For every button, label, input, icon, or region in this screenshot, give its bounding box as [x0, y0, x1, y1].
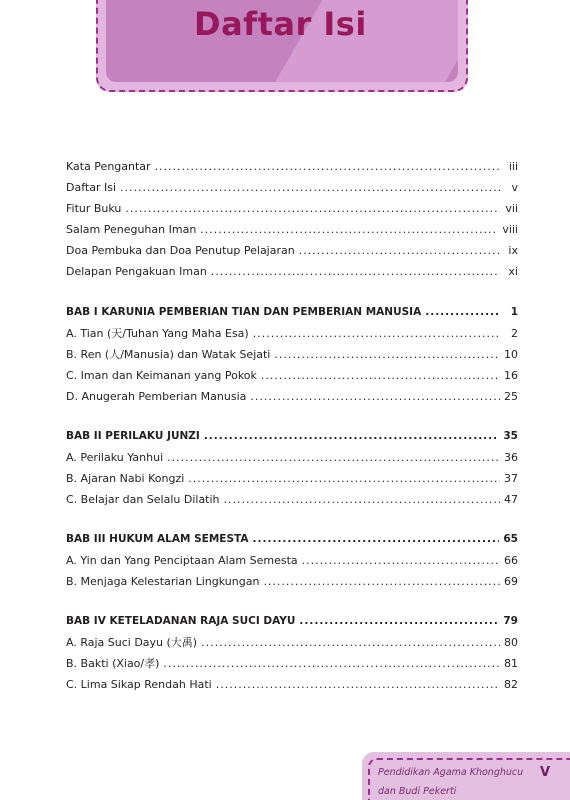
toc-entry-page: 10 [504, 348, 518, 361]
dot-leader [253, 529, 500, 550]
toc-entry-label: B. Ajaran Nabi Kongzi [66, 472, 185, 485]
dot-leader [299, 240, 500, 261]
toc-entry-page: 80 [504, 636, 518, 649]
chapter-heading[interactable] [66, 529, 518, 550]
toc-entry-page: xi [508, 265, 518, 278]
dot-leader [120, 177, 500, 198]
dot-leader [263, 571, 500, 592]
toc-entry-label: Delapan Pengakuan Iman [66, 265, 207, 278]
dot-leader [425, 302, 500, 323]
dot-leader [201, 632, 500, 653]
toc-entry[interactable] [66, 219, 518, 240]
toc-entry-page: 82 [504, 678, 518, 691]
toc-entry[interactable] [66, 386, 518, 407]
toc-entry-page: 47 [504, 493, 518, 506]
toc-entry-label: A. Perilaku Yanhui [66, 451, 164, 464]
toc-entry-page: v [511, 181, 518, 194]
footer-book-title-line1: Pendidikan Agama Khonghucu [378, 767, 524, 778]
toc-entry-label: B. Bakti (Xiao/孝) [66, 657, 160, 670]
toc-entry-page: 25 [504, 390, 518, 403]
toc-entry[interactable] [66, 468, 518, 489]
toc-entry-page: iii [508, 160, 518, 173]
dot-leader [163, 653, 500, 674]
toc-entry-page: 35 [503, 430, 518, 442]
toc-entry[interactable] [66, 571, 518, 592]
toc-entry-label: A. Raja Suci Dayu (大禹) [66, 636, 198, 649]
dot-leader [299, 611, 499, 632]
toc-entry-page: 2 [511, 327, 518, 340]
header-banner [96, 0, 468, 92]
toc-entry-label: B. Menjaga Kelestarian Lingkungan [66, 575, 260, 588]
toc-entry[interactable] [66, 653, 518, 674]
toc-entry-label: BAB IV KETELADANAN RAJA SUCI DAYU [66, 615, 296, 627]
toc-entry[interactable] [66, 240, 518, 261]
dot-leader [200, 219, 498, 240]
toc-entry[interactable] [66, 198, 518, 219]
toc-entry-label: Kata Pengantar [66, 160, 151, 173]
toc-entry[interactable] [66, 344, 518, 365]
toc-entry[interactable] [66, 632, 518, 653]
toc-entry-label: BAB III HUKUM ALAM SEMESTA [66, 533, 249, 545]
toc-entry[interactable] [66, 156, 518, 177]
toc-entry-page: viii [502, 223, 518, 236]
dot-leader [302, 550, 500, 571]
dot-leader [253, 323, 500, 344]
dot-leader [167, 447, 500, 468]
toc-entry[interactable] [66, 674, 518, 695]
toc-entry-page: 66 [504, 554, 518, 567]
toc-entry-page: 1 [510, 306, 518, 318]
dot-leader [125, 198, 500, 219]
toc-entry-label: BAB II PERILAKU JUNZI [66, 430, 200, 442]
toc-entry-label: A. Yin dan Yang Penciptaan Alam Semesta [66, 554, 298, 567]
front-matter-list [66, 156, 518, 282]
toc-entry[interactable] [66, 323, 518, 344]
dot-leader [261, 365, 500, 386]
toc-entry-page: 69 [504, 575, 518, 588]
dot-leader [155, 156, 500, 177]
dot-leader [204, 426, 500, 447]
toc-entry-label: C. Belajar dan Selalu Dilatih [66, 493, 220, 506]
toc-entry-page: 16 [504, 369, 518, 382]
toc-entry-label: BAB I KARUNIA PEMBERIAN TIAN DAN PEMBERIAN MANUSIA [66, 306, 422, 318]
toc-entry-label: C. Iman dan Keimanan yang Pokok [66, 369, 257, 382]
toc-entry[interactable] [66, 550, 518, 571]
toc-entry-page: 79 [503, 615, 518, 627]
dot-leader [250, 386, 500, 407]
dot-leader [216, 674, 500, 695]
toc-entry[interactable] [66, 261, 518, 282]
toc-entry-page: 81 [504, 657, 518, 670]
dot-leader [274, 344, 500, 365]
table-of-contents [66, 156, 518, 695]
toc-entry-page: vii [505, 202, 518, 215]
page-footer [362, 752, 570, 800]
chapter-heading[interactable] [66, 302, 518, 323]
chapter-list [66, 302, 518, 695]
toc-entry-page: 36 [504, 451, 518, 464]
toc-entry[interactable] [66, 447, 518, 468]
dot-leader [211, 261, 500, 282]
toc-entry-page: 65 [503, 533, 518, 545]
toc-entry-page: 37 [504, 472, 518, 485]
toc-entry-label: Daftar Isi [66, 181, 116, 194]
toc-entry-label: Fitur Buku [66, 202, 122, 215]
chapter-heading[interactable] [66, 426, 518, 447]
toc-entry-label: Salam Peneguhan Iman [66, 223, 197, 236]
toc-entry-label: C. Lima Sikap Rendah Hati [66, 678, 212, 691]
toc-entry[interactable] [66, 489, 518, 510]
dot-leader [224, 489, 500, 510]
toc-entry-label: A. Tian (天/Tuhan Yang Maha Esa) [66, 327, 249, 340]
dot-leader [188, 468, 500, 489]
chapter-heading[interactable] [66, 611, 518, 632]
toc-entry[interactable] [66, 177, 518, 198]
page-title: Daftar Isi [194, 5, 367, 43]
footer-book-title-line2: dan Budi Pekerti [378, 786, 457, 797]
toc-entry-label: Doa Pembuka dan Doa Penutup Pelajaran [66, 244, 295, 257]
footer-page-number: V [540, 765, 551, 780]
toc-entry[interactable] [66, 365, 518, 386]
toc-entry-label: D. Anugerah Pemberian Manusia [66, 390, 247, 403]
toc-entry-label: B. Ren (人/Manusia) dan Watak Sejati [66, 348, 271, 361]
toc-entry-page: ix [508, 244, 518, 257]
